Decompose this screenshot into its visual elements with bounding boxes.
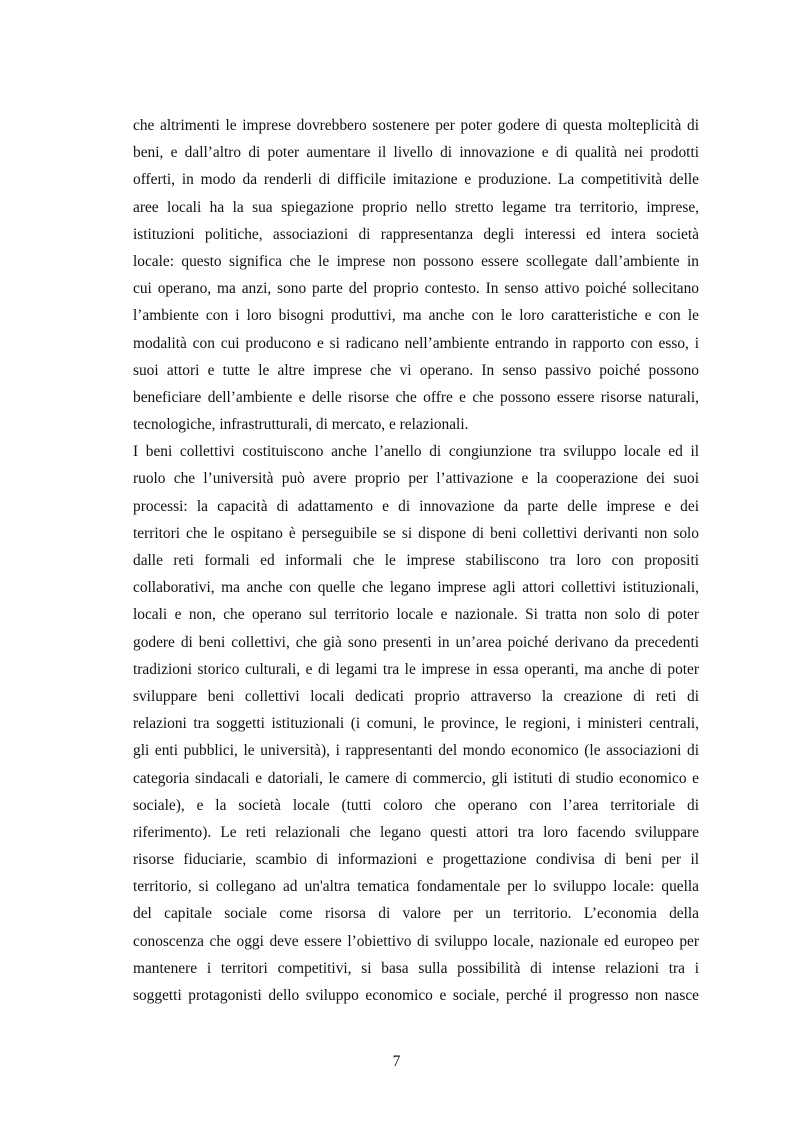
text-line: dalle reti formali ed informali che le imprese stabiliscono tra loro con propositi: [133, 552, 699, 569]
text-line: aree locali ha la sua spiegazione proprio nello stretto legame tra territorio, imprese,: [133, 198, 699, 216]
text-line: cui operano, ma anzi, sono parte del proprio contesto. In senso attivo poiché sollecitano: [133, 280, 699, 298]
text-line: che altrimenti le imprese dovrebbero sostenere per poter godere di questa molteplicità di: [133, 117, 699, 134]
text-line: risorse fiduciarie, scambio di informazioni e progettazione condivisa di beni per il: [133, 851, 699, 869]
text-line: istituzioni politiche, associazioni di rappresentanza degli interessi ed intera società: [133, 225, 699, 243]
text-line: godere di beni collettivi, che già sono presenti in un’area poiché derivano da precedenti: [133, 633, 699, 651]
text-line: l’ambiente con i loro bisogni produttivi, ma anche con le loro caratteristiche e con le: [133, 307, 699, 325]
text-line: I beni collettivi costituiscono anche l’anello di congiunzione tra sviluppo locale ed il: [133, 443, 699, 461]
text-line: territorio, si collegano ad un'altra tematica fondamentale per lo sviluppo locale: quella: [133, 878, 699, 896]
text-line: del capitale sociale come risorsa di valore per un territorio. L’economia della: [133, 905, 699, 923]
body-text: [133, 112, 699, 1009]
text-line: sociale), e la società locale (tutti coloro che operano con l’area territoriale di: [133, 796, 699, 814]
text-line: riferimento). Le reti relazionali che legano questi attori tra loro facendo sviluppare: [133, 823, 699, 841]
text-line: soggetti protagonisti dello sviluppo economico e sociale, perché il progresso non nasce: [133, 987, 699, 1004]
text-line: locale: questo significa che le imprese non possono essere scollegate dall’ambiente in: [133, 252, 699, 270]
text-line: processi: la capacità di adattamento e di innovazione da parte delle imprese e dei: [133, 497, 699, 515]
text-line: mantenere i territori competitivi, si basa sulla possibilità di intense relazioni tra i: [133, 959, 699, 977]
text-line: tradizioni storico culturali, e di legami tra le imprese in essa operanti, ma anche di poter: [133, 660, 699, 678]
text-line: beneficiare dell’ambiente e delle risorse che offre e che possono essere risorse naturali,: [133, 388, 699, 406]
text-line: collaborativi, ma anche con quelle che legano imprese agli attori collettivi istituzionali,: [133, 579, 699, 597]
text-line: modalità con cui producono e si radicano nell’ambiente entrando in rapporto con esso, i: [133, 334, 699, 352]
text-line: conoscenza che oggi deve essere l’obiettivo di sviluppo locale, nazionale ed europeo per: [133, 932, 699, 950]
page-number: 7: [392, 1053, 401, 1070]
text-line: categoria sindacali e datoriali, le camere di commercio, gli istituti di studio economico e: [133, 769, 699, 787]
text-line: offerti, in modo da renderli di difficile imitazione e produzione. La competitività delle: [133, 171, 699, 189]
text-line: beni, e dall’altro di poter aumentare il livello di innovazione e di qualità nei prodotti: [133, 144, 699, 162]
text-line: locali e non, che operano sul territorio locale e nazionale. Si tratta non solo di poter: [133, 606, 699, 624]
text-line: gli enti pubblici, le università), i rappresentanti del mondo economico (le associazioni di: [133, 742, 699, 760]
paragraph-end-line: tecnologiche, infrastrutturali, di mercato, e relazionali.: [133, 416, 469, 434]
text-line: sviluppare beni collettivi locali dedicati proprio attraverso la creazione di reti di: [133, 687, 699, 705]
text-line: relazioni tra soggetti istituzionali (i comuni, le province, le regioni, i ministeri centrali,: [133, 715, 699, 733]
text-line: ruolo che l’università può avere proprio per l’attivazione e la cooperazione dei suoi: [133, 470, 699, 488]
text-line: suoi attori e tutte le altre imprese che vi operano. In senso passivo poiché possono: [133, 361, 699, 379]
text-line: territori che le ospitano è perseguibile se si dispone di beni collettivi derivanti non solo: [133, 524, 699, 542]
